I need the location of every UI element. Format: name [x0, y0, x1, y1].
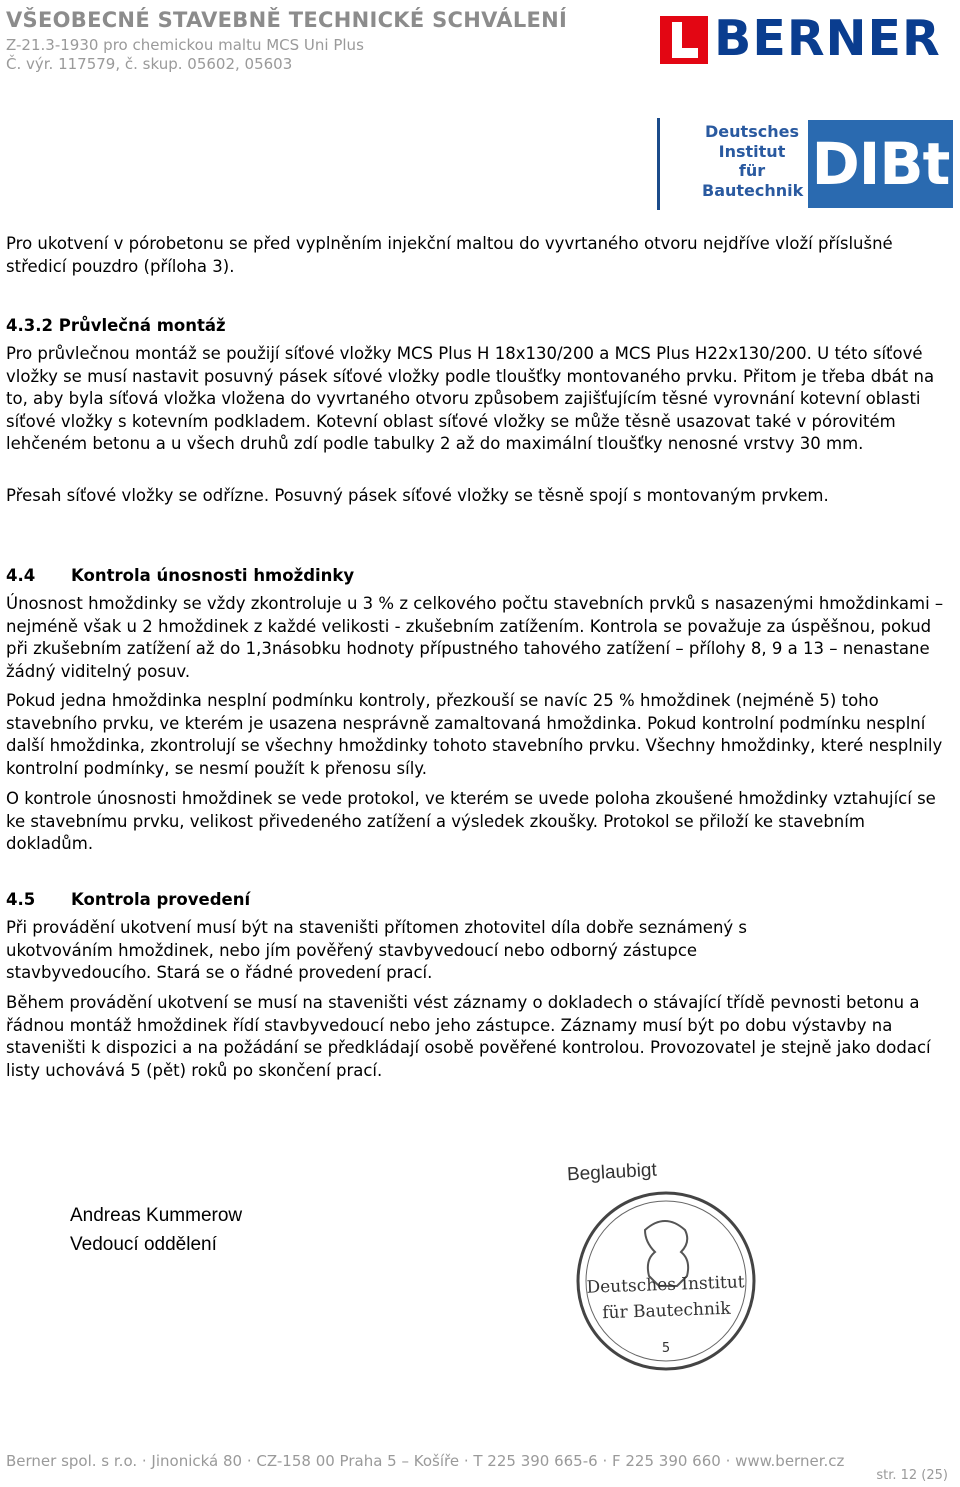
- section-4-4-paragraph-3: O kontrole únosnosti hmoždinek se vede protokol, ve kterém se uvede poloha zkoušené hmoždinky vztahující se ke stavebnímu prvku, velikost přivedeného zatížení a výsledek zkoušky. Protokol se přiloží ke stavebním dokladům.: [6, 789, 936, 853]
- stamp-number: 5: [661, 1341, 671, 1356]
- section-4-4-paragraph-2: Pokud jedna hmoždinka nesplní podmínku kontroly, přezkouší se navíc 25 % hmoždinek (nejméně 5) toho stavebního prvku, ve kterém je usazena nesprávně zamaltovaná hmoždinka. Pokud kontrolní podmínku nesplní další hmoždinka, zkontrolují se všechny hmoždinky tohoto stavebního prvku. Všechny hmoždinky, které nesplnily kontrolní podmínky, se nesmí použít k přenosu síly.: [6, 691, 943, 778]
- section-4-4-number: 4.4: [6, 566, 36, 585]
- signatory-name: Andreas Kummerow: [70, 1205, 243, 1226]
- stamp-label: Beglaubigt: [566, 1159, 658, 1186]
- intro-paragraph: Pro ukotvení v pórobetonu se před vyplněním injekční maltou do vyvrtaného otvoru nejdříve vloží příslušné středicí pouzdro (příloha 3).: [6, 234, 893, 276]
- section-4-4-title: Kontrola únosnosti hmoždinky: [71, 566, 355, 585]
- dibt-name: Deutsches Institut für Bautechnik: [702, 122, 804, 200]
- section-4-5-number: 4.5: [6, 890, 36, 909]
- company-footer: Berner spol. s r.o. · Jinonická 80 · CZ-158 00 Praha 5 – Košíře · T 225 390 665-6 · F 225 390 660 · www.berner.cz: [6, 1452, 845, 1470]
- berner-logo-icon: [660, 16, 708, 64]
- page-number: str. 12 (25): [876, 1468, 948, 1483]
- approval-number: Z-21.3-1930 pro chemickou maltu MCS Uni Plus: [6, 36, 364, 54]
- dibt-divider: [657, 118, 660, 210]
- section-4-5-title: Kontrola provedení: [71, 890, 251, 909]
- section-4-5-heading: [6, 890, 250, 909]
- stamp-text: Deutsches Institutfür Bautechnik: [586, 1272, 745, 1324]
- signatory-role: Vedoucí oddělení: [70, 1234, 217, 1255]
- product-number: Č. výr. 117579, č. skup. 05602, 05603: [6, 55, 293, 73]
- section-4-5-paragraph-2: Během provádění ukotvení se musí na staveništi vést záznamy o dokladech o stávající třídě pevnosti betonu a řádnou montáž hmoždinek řídí stavbyvedoucí nebo jeho zástupce. Záznamy musí být po dobu výstavby na staveništi k dispozici a na požádání se předkládají osobě pověřené kontrolou. Provozovatel je stejně jako dodací listy uchovává 5 (pět) roků po skončení prací.: [6, 993, 931, 1080]
- document-title: VŠEOBECNÉ STAVEBNĚ TECHNICKÉ SCHVÁLENÍ: [6, 8, 568, 32]
- section-4-3-2-heading: 4.3.2 Průvlečná montáž: [6, 316, 226, 335]
- berner-logo-text: BERNER: [714, 10, 941, 67]
- section-4-4-heading: [6, 566, 354, 585]
- dibt-logo: DIBt: [808, 120, 953, 208]
- section-4-3-2-paragraph-1: Pro průvlečnou montáž se použijí síťové vložky MCS Plus H 18x130/200 a MCS Plus H22x130/200. U této síťové vložky se musí nastavit posuvný pásek síťové vložky podle tloušťky montovaného prvku. Přitom je třeba dbát na to, aby byla síťová vložka vložena do vyvrtaného otvoru způsobem zajišťujícím těsné vyrovnání kotevní oblasti síťové vložky s kotevním podkladem. Kotevní oblast síťové vložky se může těsně usazovat také v pórovitém lehčeném betonu a u všech druhů zdí podle tabulky 2 až do maximální tloušťky nenosné vrstvy 30 mm.: [6, 344, 935, 453]
- section-4-3-2-paragraph-2: Přesah síťové vložky se odřízne. Posuvný pásek síťové vložky se těsně spojí s montovaným prvkem.: [6, 486, 829, 505]
- section-4-5-paragraph-1: Při provádění ukotvení musí být na staveništi přítomen zhotovitel díla dobře seznámený s ukotvováním hmoždinek, nebo jím pověřený stavbyvedoucí nebo odborný zástupce stavbyvedoucího. Stará se o řádné provedení prací.: [6, 918, 748, 982]
- dibt-stamp-icon: [575, 1190, 757, 1372]
- section-4-4-paragraph-1: Únosnost hmoždinky se vždy zkontroluje u 3 % z celkového počtu stavebních prvků s nasazenými hmoždinkami – nejméně však u 2 hmoždinek z každé velikosti - zkušebním zatížením. Kontrola se považuje za úspěšnou, pokud při zkušebním zatížení až do 1,3násobku hodnoty přípustného tahového zatížení – přílohy 8, 9 a 13 – nenastane žádný viditelný posuv.: [6, 594, 944, 681]
- berner-logo: [660, 10, 955, 67]
